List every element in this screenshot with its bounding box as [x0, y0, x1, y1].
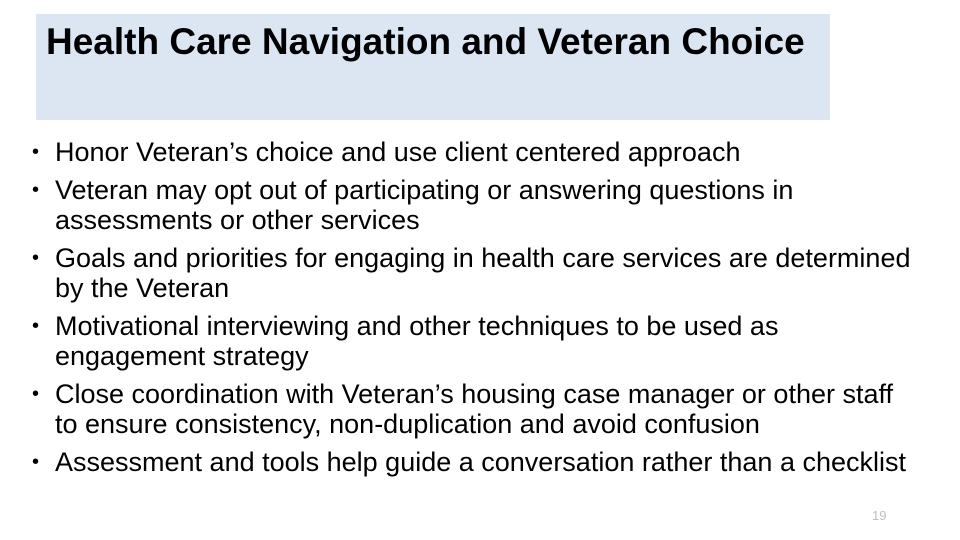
bullet-item-goals: [32, 243, 912, 303]
bullet-icon: •: [32, 179, 40, 201]
bullet-item-coordination: [32, 379, 912, 439]
bullet-item-motivational: [32, 311, 912, 371]
bullet-item-opt-out: [32, 175, 912, 235]
bullet-text: Honor Veteran’s choice and use client centered approach: [55, 137, 741, 167]
bullet-icon: •: [32, 451, 40, 473]
bullet-text: Assessment and tools help guide a conversation rather than a checklist: [55, 447, 906, 477]
bullet-text: Goals and priorities for engaging in health care services are determined by the Veteran: [55, 243, 911, 303]
bullet-item-honor-choice: [32, 137, 912, 167]
page-number: 19: [872, 508, 887, 523]
bullet-icon: •: [32, 383, 40, 405]
bullet-icon: •: [32, 315, 40, 337]
bullet-item-assessment: [32, 447, 912, 477]
title-box: [36, 14, 830, 120]
bullet-icon: •: [32, 141, 40, 163]
bullet-icon: •: [32, 247, 40, 269]
bullet-text: Motivational interviewing and other techniques to be used as engagement strategy: [55, 311, 779, 371]
bullet-list: [32, 137, 912, 485]
slide-title: Health Care Navigation and Veteran Choice: [46, 21, 805, 62]
bullet-text: Close coordination with Veteran’s housing case manager or other staff to ensure consistency, non-duplication and avoid confusion: [55, 379, 894, 439]
bullet-text: Veteran may opt out of participating or answering questions in assessments or other services: [55, 175, 794, 235]
